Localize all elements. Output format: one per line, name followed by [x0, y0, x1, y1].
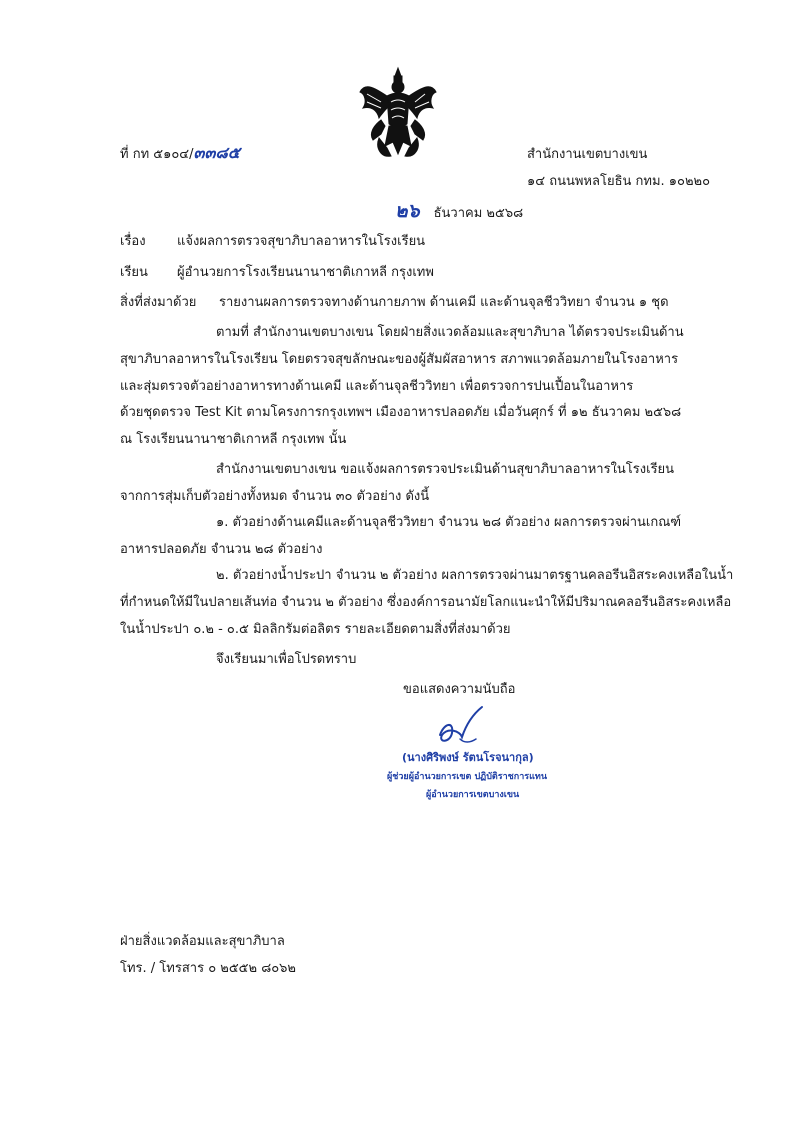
reference-prefix: ที่ กท ๕๑๐๔/ [120, 147, 194, 162]
reference-handwritten-number: ๓๓๘๕ [193, 143, 240, 162]
signer-title-1: ผู้ช่วยผู้อำนวยการเขต ปฏิบัติราชการแทน [387, 772, 547, 782]
item-2-line-3: ในน้ำประปา ๐.๒ - ๐.๕ มิลลิกรัมต่อลิตร รายละเอียดตามสิ่งที่ส่งมาด้วย [120, 622, 511, 637]
item-2-line-1: ๒. ตัวอย่างน้ำประปา จำนวน ๒ ตัวอย่าง ผลการตรวจผ่านมาตรฐานคลอรีนอิสระคงเหลือในน้ำ [216, 568, 734, 583]
item-1-line-1: ๑. ตัวอย่างด้านเคมีและด้านจุลชีววิทยา จำนวน ๒๘ ตัวอย่าง ผลการตรวจผ่านเกณฑ์ [216, 515, 682, 530]
to-text: ผู้อำนวยการโรงเรียนนานาชาติเกาหลี กรุงเทพ [177, 265, 434, 280]
item-1-line-2: อาหารปลอดภัย จำนวน ๒๘ ตัวอย่าง [120, 542, 323, 557]
date-month-year: ธันวาคม ๒๕๖๘ [433, 206, 524, 221]
paragraph-1-line-3: และสุ่มตรวจตัวอย่างอาหารทางด้านเคมี และด้านจุลชีววิทยา เพื่อตรวจการปนเปื้อนในอาหาร [120, 379, 634, 394]
paragraph-1-line-4: ด้วยชุดตรวจ Test Kit ตามโครงการกรุงเทพฯ เมืองอาหารปลอดภัย เมื่อวันศุกร์ ที่ ๑๒ ธันวาคม ๒๕๖๘ [120, 405, 682, 420]
closing-text: จึงเรียนมาเพื่อโปรดทราบ [216, 652, 357, 667]
paragraph-1-line-5: ณ โรงเรียนนานาชาติเกาหลี กรุงเทพ นั้น [120, 432, 347, 447]
subject-text: แจ้งผลการตรวจสุขาภิบาลอาหารในโรงเรียน [177, 234, 426, 249]
paragraph-1-line-1: ตามที่ สำนักงานเขตบางเขน โดยฝ่ายสิ่งแวดล้อมและสุขาภิบาล ได้ตรวจประเมินด้าน [216, 325, 684, 340]
document-date [395, 196, 523, 226]
item-2-line-2: ที่กำหนดให้มีในปลายเส้นท่อ จำนวน ๒ ตัวอย่าง ซึ่งองค์การอนามัยโลกแนะนำให้มีปริมาณคลอรีนอิสระคงเหลือ [120, 595, 732, 610]
paragraph-2-line-1: สำนักงานเขตบางเขน ขอแจ้งผลการตรวจประเมินด้านสุขาภิบาลอาหารในโรงเรียน [216, 462, 675, 477]
footer-phone: โทร. / โทรสาร ๐ ๒๕๕๒ ๘๐๖๒ [120, 961, 296, 976]
office-address: ๑๔ ถนนพหลโยธิน กทม. ๑๐๒๒๐ [527, 174, 711, 189]
salutation: ขอแสดงความนับถือ [403, 682, 516, 697]
office-name: สำนักงานเขตบางเขน [527, 147, 648, 162]
signer-name: (นางศิริพงษ์ รัตนโรจนากุล) [402, 751, 534, 764]
attachment-label: สิ่งที่ส่งมาด้วย [120, 295, 197, 310]
to-label: เรียน [120, 265, 148, 280]
signer-title-2: ผู้อำนวยการเขตบางเขน [426, 790, 520, 800]
attachment-text: รายงานผลการตรวจทางด้านกายภาพ ด้านเคมี และด้านจุลชีววิทยา จำนวน ๑ ชุด [219, 295, 669, 310]
footer-department: ฝ่ายสิ่งแวดล้อมและสุขาภิบาล [120, 934, 285, 949]
paragraph-2-line-2: จากการสุ่มเก็บตัวอย่างทั้งหมด จำนวน ๓๐ ตัวอย่าง ดังนี้ [120, 489, 430, 504]
reference-number [120, 144, 240, 164]
subject-label: เรื่อง [120, 234, 146, 249]
handwritten-signature [430, 705, 490, 751]
date-day-handwritten: ๒๖ [395, 200, 420, 222]
paragraph-1-line-2: สุขาภิบาลอาหารในโรงเรียน โดยตรวจสุขลักษณะของผู้สัมผัสอาหาร สภาพแวดล้อมภายในโรงอาหาร [120, 352, 679, 367]
garuda-emblem-icon [357, 62, 439, 162]
